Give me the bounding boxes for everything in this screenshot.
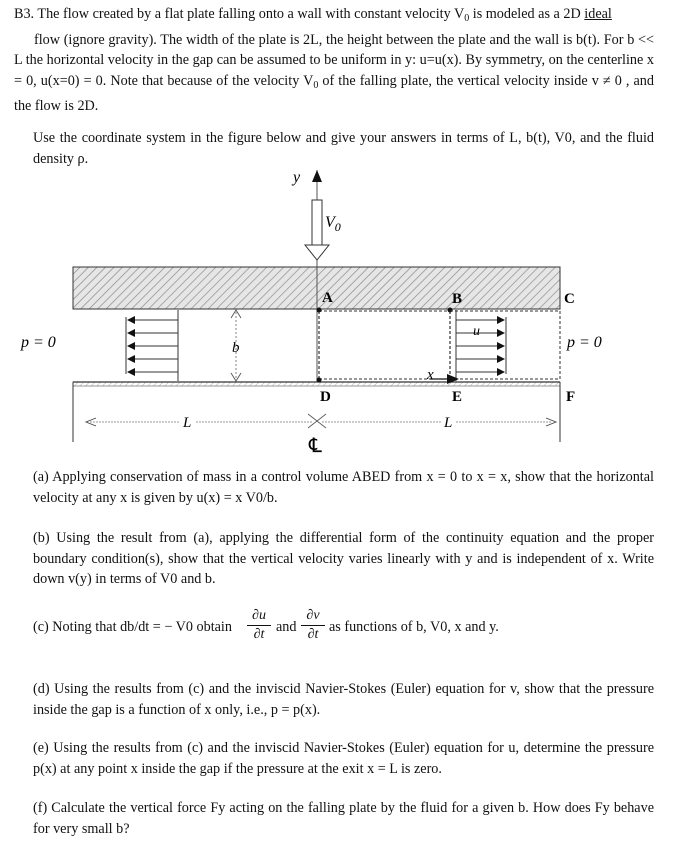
point-B-marker xyxy=(448,308,453,313)
part-d: (d) Using the results from (c) and the inviscid Navier-Stokes (Euler) equation for v, show that the pressure inside the gap is a function of x only, i.e., p = p(x). xyxy=(33,681,654,718)
x-axis-label: x xyxy=(427,367,434,383)
part-b: (b) Using the result from (a), applying the differential form of the continuity equation and the proper boundary condition(s), show that the vertical velocity varies linearly with y and is independent of x. Write down v(y) in terms of V0 and b. xyxy=(33,530,654,587)
y-axis-arrowhead xyxy=(312,170,322,182)
part-f: (f) Calculate the vertical force Fy acting on the falling plate by the fluid for a given b. How does Fy behave for very small b? xyxy=(33,800,654,837)
half-width-right-dimension xyxy=(322,418,556,426)
intro-line1: The flow created by a flat plate falling onto a wall with constant velocity V xyxy=(37,6,465,22)
pressure-left-label: p = 0 xyxy=(21,334,56,351)
left-velocity-profile xyxy=(126,310,178,381)
point-D-label: D xyxy=(320,389,331,405)
velocity-arrow-shaft xyxy=(312,200,322,245)
wall-surface xyxy=(73,382,560,386)
velocity-u-label: u xyxy=(473,324,480,339)
point-F-label: F xyxy=(566,389,576,405)
problem-intro xyxy=(14,4,654,117)
coordinate-note: Use the coordinate system in the figure below and give your answers in terms of L, b(t), V0, and the fluid density ρ. xyxy=(33,130,654,167)
half-width-right-label: L xyxy=(444,415,453,431)
point-D-marker xyxy=(317,378,322,383)
du-dt-fraction xyxy=(245,608,273,643)
intro-rest: flow (ignore gravity). The width of the plate is 2L, the height between the plate and the wall is b(t). For b << L the horizontal velocity in the gap can be assumed to be uniform in y: u=u(x). By symmetry, on the centerline x = 0, u(x=0) = 0. Note that because of the velocity V xyxy=(14,31,654,89)
intro-sub2: 0 xyxy=(313,79,319,91)
part-c-prefix: (c) Noting that db/dt = − V0 obtain xyxy=(33,619,232,635)
point-E-label: E xyxy=(452,389,463,405)
problem-label: B3. xyxy=(14,6,35,22)
y-axis-label: y xyxy=(293,169,301,186)
intro-line1-tail: is modeled as a 2D xyxy=(469,6,585,22)
point-A-label: A xyxy=(322,290,333,306)
half-width-left-label: L xyxy=(183,415,192,431)
point-B-label: B xyxy=(452,291,463,307)
part-e: (e) Using the results from (c) and the inviscid Navier-Stokes (Euler) equation for u, determine the pressure p(x) at any point x inside the gap if the pressure at the exit x = L is zero. xyxy=(33,740,654,777)
gap-label: b xyxy=(232,340,240,356)
ideal-word: ideal xyxy=(584,6,612,22)
dv-denominator: ∂t xyxy=(307,627,319,642)
right-velocity-profile xyxy=(456,310,506,381)
point-C-label: C xyxy=(564,291,575,307)
half-width-left-dimension xyxy=(86,418,312,426)
du-denominator: ∂t xyxy=(253,627,265,642)
intro-rest-tail: of the falling plate, the vertical velocity inside v ≠ 0 , and the flow is 2D. xyxy=(14,72,654,114)
pressure-right-label: p = 0 xyxy=(567,334,602,351)
dv-numerator: ∂v xyxy=(306,608,320,623)
flow-diagram xyxy=(0,160,673,460)
velocity-arrow-head xyxy=(305,245,329,260)
intro-sub1: 0 xyxy=(464,13,470,24)
part-c xyxy=(33,608,654,648)
part-a: (a) Applying conservation of mass in a control volume ABED from x = 0 to x = x, show that the horizontal velocity at any x is given by u(x) = x V0/b. xyxy=(33,469,654,506)
centerline-symbol: ℄ xyxy=(309,435,322,457)
part-c-suffix: as functions of b, V0, x and y. xyxy=(329,619,499,635)
velocity-label: $V_0$ xyxy=(325,214,341,234)
point-A-marker xyxy=(317,308,322,313)
du-numerator: ∂u xyxy=(252,608,266,623)
part-c-and: and xyxy=(276,619,297,635)
dv-dt-fraction xyxy=(299,608,327,643)
